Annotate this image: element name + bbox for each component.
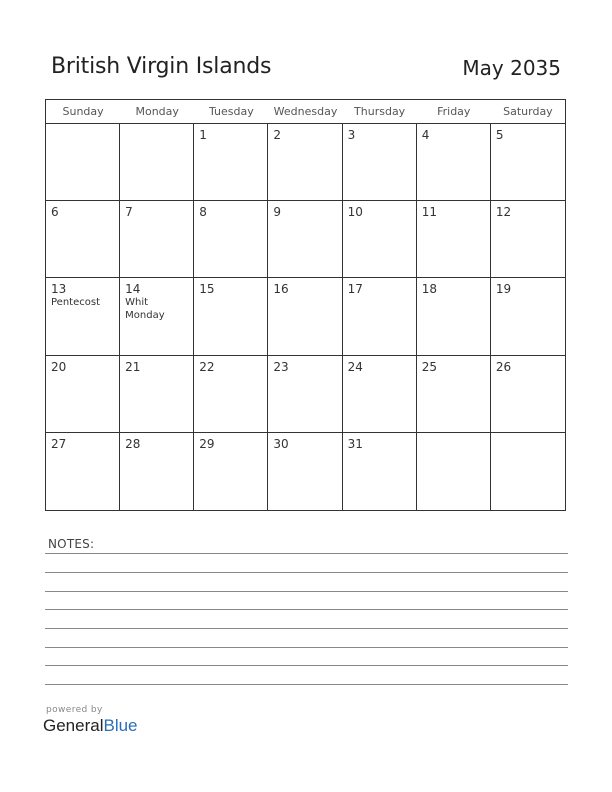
holiday-label: Whit: [125, 297, 149, 309]
day-number: 20: [51, 359, 67, 374]
day-cell: [343, 433, 417, 510]
day-number: 2: [273, 128, 282, 142]
day-number: 3: [347, 128, 356, 142]
day-cell: [417, 124, 491, 201]
weekday-saturday: Saturday: [503, 105, 553, 118]
day-cell: [343, 278, 417, 355]
note-line: [45, 665, 568, 666]
day-cell: [120, 356, 194, 433]
day-cell: [491, 201, 565, 278]
day-number: 4: [421, 128, 430, 142]
brand-general: General: [43, 716, 104, 735]
day-cell: [120, 124, 194, 201]
weekday-monday: Monday: [135, 105, 179, 118]
weekday-thursday: Thursday: [354, 105, 406, 118]
day-number: 12: [495, 205, 512, 220]
day-cell: [120, 201, 194, 278]
day-cell: [491, 124, 565, 201]
day-number: 27: [51, 436, 67, 451]
day-cell: [46, 356, 120, 433]
note-line: [45, 553, 568, 554]
day-cell: [120, 433, 194, 510]
day-cell: [417, 433, 491, 510]
day-number: 18: [421, 282, 437, 297]
weekday-tuesday: Tuesday: [208, 105, 254, 118]
day-cell: [268, 278, 342, 355]
day-number: 26: [495, 359, 512, 374]
day-number: 1: [199, 128, 207, 142]
generalblue-logo: [43, 716, 138, 736]
day-number: 28: [125, 436, 141, 451]
day-number: 22: [199, 359, 215, 374]
day-number: 5: [495, 128, 504, 142]
day-number: 9: [273, 205, 282, 220]
day-number: 14: [125, 282, 141, 297]
powered-by-text: powered by: [46, 705, 103, 715]
day-number: 16: [273, 282, 289, 297]
day-number: 21: [125, 359, 141, 374]
day-cell: [268, 201, 342, 278]
day-cell: [417, 201, 491, 278]
day-cell: [268, 356, 342, 433]
weekday-friday: Friday: [437, 105, 471, 118]
day-cell: [491, 433, 565, 510]
day-cell: [194, 278, 268, 355]
day-number: 19: [495, 282, 512, 297]
day-cell: [120, 278, 194, 355]
day-cell: [417, 278, 491, 355]
day-cell: [491, 278, 565, 355]
day-cell: [268, 124, 342, 201]
day-number: 25: [421, 359, 437, 374]
day-number: 7: [125, 205, 133, 220]
day-cell: [343, 201, 417, 278]
day-number: 23: [273, 359, 289, 374]
day-number: 24: [347, 359, 363, 374]
day-cell: [46, 201, 120, 278]
brand-blue: Blue: [103, 716, 138, 735]
day-grid: [46, 124, 565, 510]
note-line: [45, 628, 568, 629]
weekday-wednesday: Wednesday: [273, 105, 338, 118]
day-cell: [194, 124, 268, 201]
day-number: 11: [421, 205, 437, 220]
day-number: 31: [347, 436, 363, 451]
calendar-month: May 2035: [462, 56, 561, 80]
day-cell: [491, 356, 565, 433]
note-line: [45, 684, 568, 685]
calendar-grid: [45, 99, 566, 511]
day-cell: [343, 356, 417, 433]
note-line: [45, 647, 568, 648]
day-cell: [268, 433, 342, 510]
day-cell: [194, 356, 268, 433]
day-cell: [46, 433, 120, 510]
day-cell: [343, 124, 417, 201]
day-number: 8: [199, 205, 207, 220]
note-line: [45, 609, 568, 610]
day-number: 15: [199, 282, 215, 297]
day-number: 6: [51, 205, 59, 220]
weekday-sunday: Sunday: [62, 105, 104, 118]
notes-label: NOTES:: [48, 537, 95, 551]
day-cell: [194, 433, 268, 510]
day-cell: [194, 201, 268, 278]
note-line: [45, 591, 568, 592]
holiday-label: Monday: [125, 310, 165, 322]
calendar-title: British Virgin Islands: [51, 54, 272, 79]
weekday-header-row: [46, 100, 565, 124]
day-cell: [46, 124, 120, 201]
holiday-label: Pentecost: [51, 297, 100, 309]
day-number: 13: [51, 282, 67, 297]
day-number: 30: [273, 436, 289, 451]
note-line: [45, 572, 568, 573]
day-cell: [46, 278, 120, 355]
day-number: 29: [199, 436, 215, 451]
day-number: 17: [347, 282, 363, 297]
day-cell: [417, 356, 491, 433]
day-number: 10: [347, 205, 363, 220]
